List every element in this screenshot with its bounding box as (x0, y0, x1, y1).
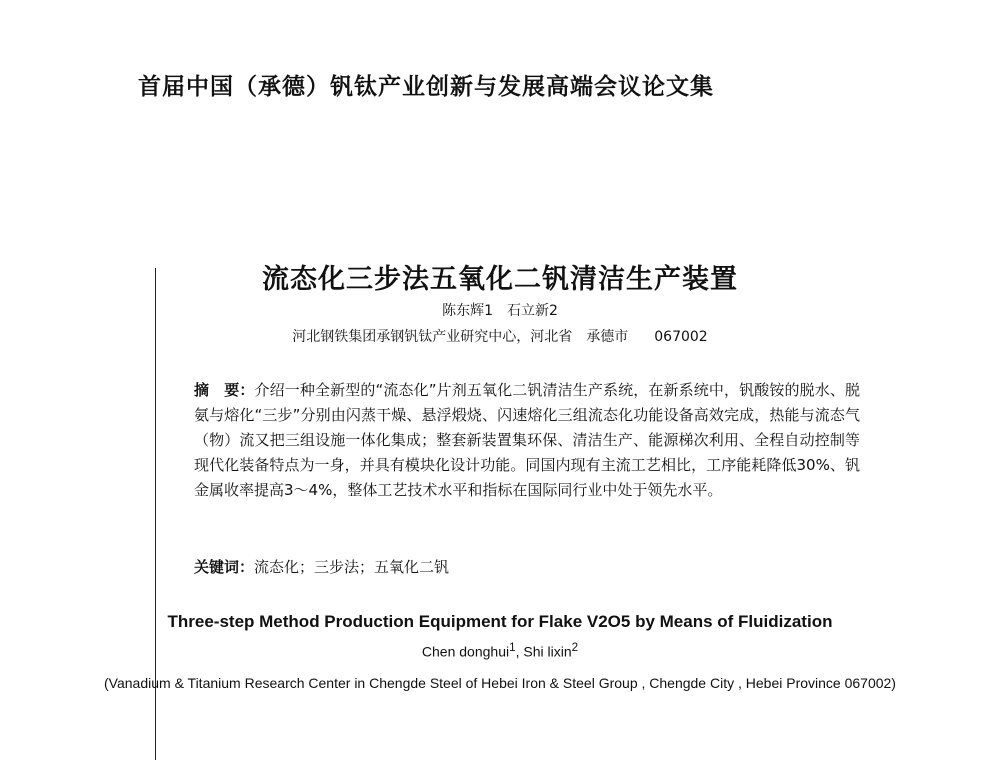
affiliation-cn (0, 326, 1000, 346)
abstract (194, 378, 860, 503)
abstract-label: 摘 要： (194, 381, 255, 399)
paper-title-cn: 流态化三步法五氧化二钒清洁生产装置 (262, 264, 738, 295)
author1-affiliation-mark: 1 (509, 641, 516, 654)
affiliation-cn-org: 河北钢铁集团承钢钒钛产业研究中心，河北省 承德市 (292, 329, 629, 345)
keywords-text: 流态化；三步法；五氧化二钒 (254, 558, 450, 576)
author1-en: Chen donghui (421, 643, 510, 660)
affiliation-en: (Vanadium & Titanium Research Center in Chengde Steel of Hebei Iron & Steel Group , Chengde City , Hebei Province 067002) (104, 675, 896, 691)
running-header: 首届中国（承德）钒钛产业创新与发展高端会议论文集 (138, 74, 714, 100)
abstract-text: 介绍一种全新型的“流态化”片剂五氧化二钒清洁生产系统，在新系统中，钒酸铵的脱水、脱氨与熔化“三步”分别由闪蒸干燥、悬浮煅烧、闪速熔化三组流态化功能设备高效完成，热能与流态气（物）流又把三组设施一体化集成；整套新装置集环保、清洁生产、能源梯次利用、全程自动控制等现代化装备特点为一身，并具有模块化设计功能。同国内现有主流工艺相比，工序能耗降低30%、钒金属收率提高3～4%，整体工艺技术水平和指标在国际同行业中处于领先水平。 (194, 381, 860, 499)
authors-en (0, 641, 1000, 660)
keywords (194, 555, 860, 580)
author-separator: , (515, 643, 524, 660)
keywords-label: 关键词： (194, 558, 255, 576)
affiliation-cn-postcode: 067002 (654, 329, 708, 345)
author2-en: Shi lixin (523, 643, 572, 660)
authors-cn: 陈东辉1 石立新2 (442, 303, 558, 319)
paper-title-en: Three-step Method Production Equipment for Flake V2O5 by Means of Fluidization (167, 612, 833, 631)
author2-affiliation-mark: 2 (571, 641, 579, 654)
